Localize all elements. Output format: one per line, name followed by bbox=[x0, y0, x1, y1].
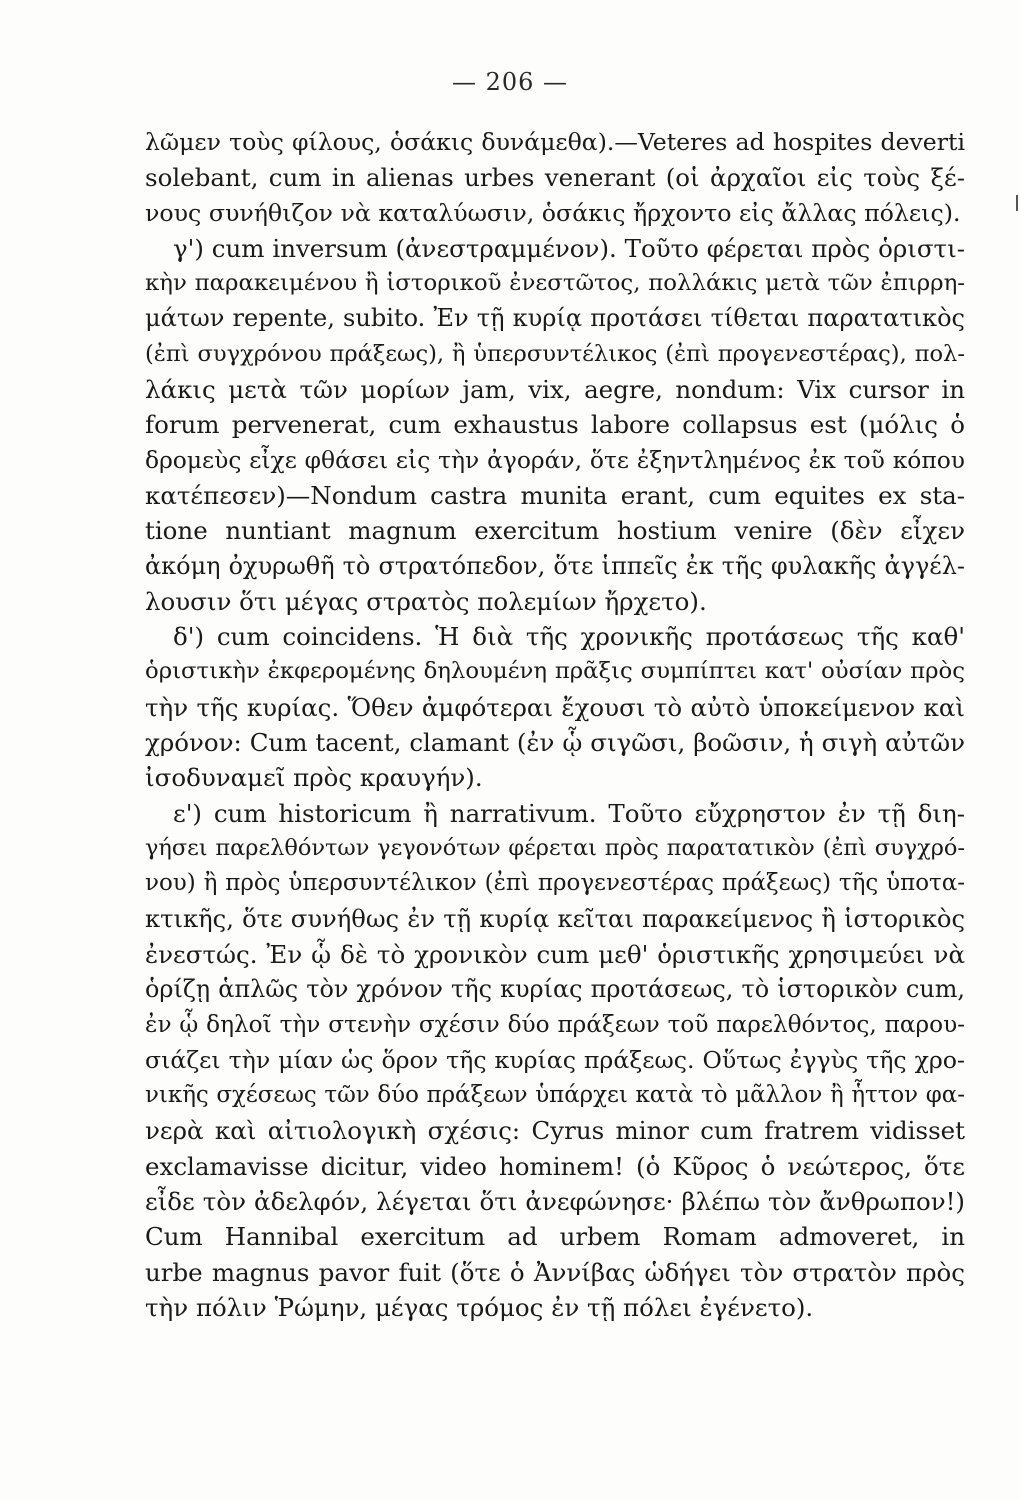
text-line: δ') cum coincidens. Ἡ διὰ τῆς χρονικῆς προτάσεως τῆς καθ' bbox=[173, 622, 965, 652]
text-line: λουσιν ὅτι μέγας στρατὸς πολεμίων ἤρχετο). bbox=[145, 586, 707, 616]
text-line: νερὰ καὶ αἰτιολογικὴ σχέσις: Cyrus minor cum fratrem vidisset bbox=[145, 1116, 965, 1146]
margin-mark bbox=[1016, 195, 1018, 211]
text-line: solebant, cum in alienas urbes venerant (οἱ ἀρχαῖοι εἰς τοὺς ξέ- bbox=[145, 163, 965, 193]
text-line: τὴν πόλιν Ῥώμην, μέγας τρόμος ἐν τῇ πόλει ἐγένετο). bbox=[145, 1292, 814, 1322]
text-line: γήσει παρελθόντων γεγονότων φέρεται πρὸς παρατατικὸν (ἐπὶ συγχρό- bbox=[145, 834, 965, 861]
text-line: χρόνον: Cum tacent, clamant (ἐν ᾧ σιγῶσι, βοῶσιν, ἡ σιγὴ αὐτῶν bbox=[145, 728, 965, 758]
text-line: γ') cum inversum (ἀνεστραμμένον). Τοῦτο φέρεται πρὸς ὁριστι- bbox=[173, 233, 965, 263]
page-number: — 206 — bbox=[451, 68, 569, 96]
text-line: νου) ἢ πρὸς ὑπερσυντέλικον (ἐπὶ προγενεστέρας πράξεως) τῆς ὑποτα- bbox=[145, 870, 965, 897]
text-line: λάκις μετὰ τῶν μορίων jam, vix, aegre, nondum: Vix cursor in bbox=[145, 375, 965, 405]
body-text bbox=[145, 125, 965, 1325]
text-line: ἰσοδυναμεῖ πρὸς κραυγήν). bbox=[145, 763, 483, 793]
text-line: κατέπεσεν)—Nondum castra munita erant, cum equites ex sta- bbox=[145, 480, 965, 510]
text-line: δρομεὺς εἶχε φθάσει εἰς τὴν ἀγοράν, ὅτε ἐξηντλημένος ἐκ τοῦ κόπου bbox=[145, 445, 965, 474]
text-line: ἀκόμη ὀχυρωθῆ τὸ στρατόπεδον, ὅτε ἱππεῖς ἐκ τῆς φυλακῆς ἀγγέλ- bbox=[145, 551, 965, 580]
text-line: ε') cum historicum ἢ narrativum. Τοῦτο εὔχρηστον ἐν τῇ διη- bbox=[173, 798, 965, 828]
text-line: λῶμεν τοὺς φίλους, ὁσάκις δυνάμεθα).—Veteres ad hospites deverti bbox=[145, 128, 965, 156]
text-line: ὁριστικὴν ἐκφερομένης δηλουμένη πρᾶξις συμπίπτει κατ' οὐσίαν πρὸς bbox=[145, 658, 965, 685]
text-line: ἐν ᾧ δηλοῖ τὴν στενὴν σχέσιν δύο πράξεων τοῦ παρελθόντος, παρου- bbox=[145, 1011, 965, 1039]
text-line: ἐνεστώς. Ἐν ᾧ δὲ τὸ χρονικὸν cum μεθ' ὁριστικῆς χρησιμεύει νὰ bbox=[145, 939, 965, 969]
text-line: κτικῆς, ὅτε συνήθως ἐν τῇ κυρίᾳ κεῖται παρακείμενος ἢ ἱστορικὸς bbox=[145, 904, 965, 933]
text-line: urbe magnus pavor fuit (ὅτε ὁ Ἀννίβας ὡδήγει τὸν στρατὸν πρὸς bbox=[145, 1257, 965, 1287]
text-line: σιάζει τὴν μίαν ὡς ὅρον τῆς κυρίας πράξεως. Οὕτως ἐγγὺς τῆς χρο- bbox=[145, 1045, 965, 1074]
text-line: εἶδε τὸν ἀδελφόν, λέγεται ὅτι ἀνεφώνησε· βλέπω τὸν ἄνθρωπον!) bbox=[145, 1186, 965, 1216]
text-line: exclamavisse dicitur, video hominem! (ὁ Κῦρος ὁ νεώτερος, ὅτε bbox=[145, 1151, 965, 1181]
text-line: forum pervenerat, cum exhaustus labore collapsus est (μόλις ὁ bbox=[145, 410, 965, 440]
text-line: tione nuntiant magnum exercitum hostium venire (δὲν εἶχεν bbox=[145, 516, 965, 546]
text-line: νους συνήθιζον νὰ καταλύωσιν, ὁσάκις ἤρχοντο εἰς ἄλλας πόλεις). bbox=[145, 198, 961, 227]
text-line: κὴν παρακειμένου ἢ ἱστορικοῦ ἐνεστῶτος, πολλάκις μετὰ τῶν ἐπιρρη- bbox=[145, 270, 965, 297]
text-line: (ἐπὶ συγχρόνου πράξεως), ἢ ὑπερσυντέλικος (ἐπὶ προγενεστέρας), πολ- bbox=[145, 340, 965, 367]
text-line: τὴν τῆς κυρίας. Ὅθεν ἀμφότεραι ἔχουσι τὸ αὐτὸ ὑποκείμενον καὶ bbox=[145, 692, 965, 722]
text-line: ὁρίζῃ ἁπλῶς τὸν χρόνον τῆς κυρίας προτάσεως, τὸ ἱστορικὸν cum, bbox=[145, 975, 965, 1004]
text-line: Cum Hannibal exercitum ad urbem Romam admoveret, in bbox=[145, 1222, 965, 1252]
text-line: μάτων repente, subito. Ἐν τῇ κυρίᾳ προτάσει τίθεται παρατατικὸς bbox=[145, 304, 965, 333]
text-line: νικῆς σχέσεως τῶν δύο πράξεων ὑπάρχει κατὰ τὸ μᾶλλον ἢ ἧττον φα- bbox=[145, 1082, 965, 1109]
